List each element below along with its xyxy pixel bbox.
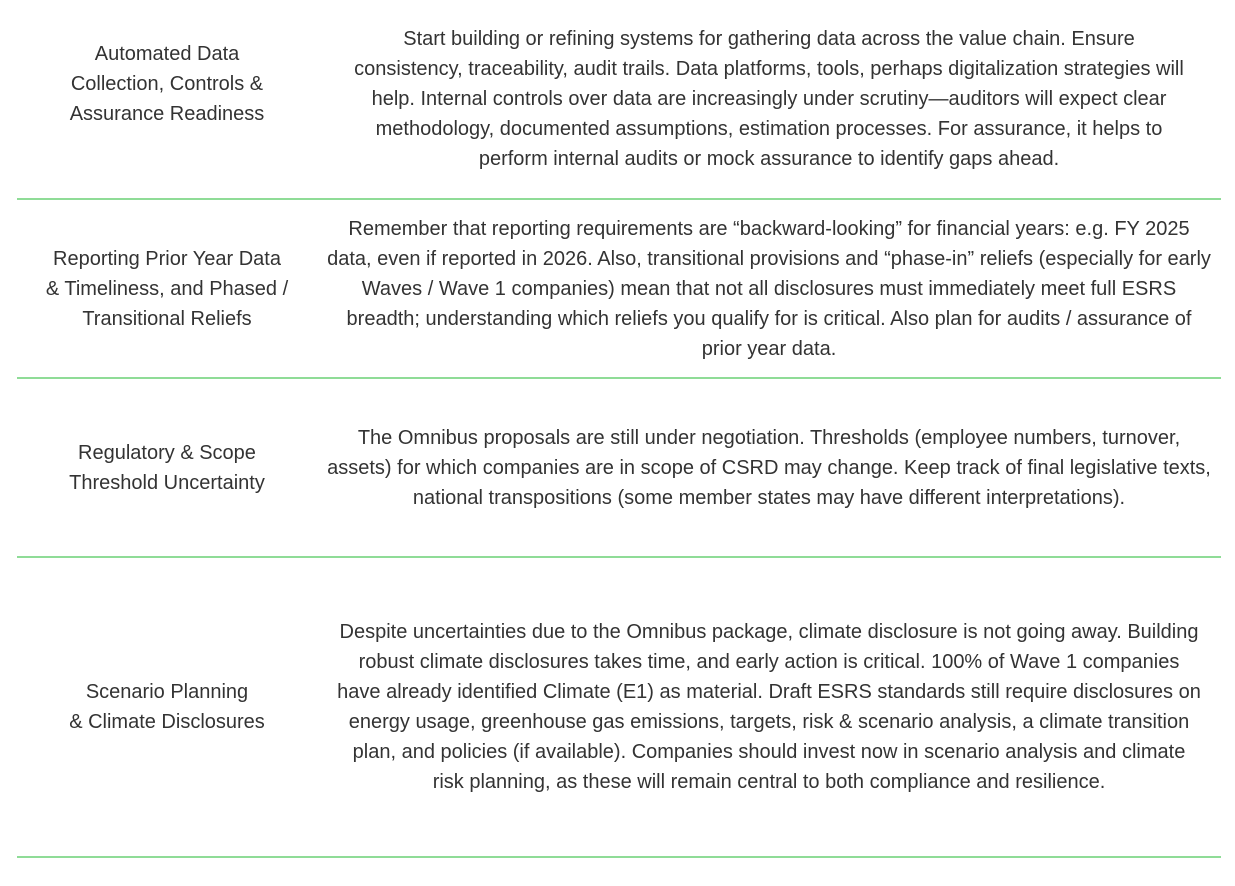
row-description: The Omnibus proposals are still under negotiation. Thresholds (employee numbers, turnover, assets) for which companies are in scope of CSRD may change. Keep track of final legislative texts, national transpositions (some member states may have different interpretations).	[327, 426, 1211, 509]
table-row	[17, 200, 1221, 379]
row-description: Start building or refining systems for gathering data across the value chain. Ensure consistency, traceability, audit trails. Data platforms, tools, perhaps digitalization strategies will help. Internal controls over data are increasingly under scrutiny—auditors will expect clear methodology, documented assumptions, estimation processes. For assurance, it helps to perform internal audits or mock assurance to identify gaps ahead.	[354, 28, 1184, 170]
row-description: Despite uncertainties due to the Omnibus package, climate disclosure is not going away. Building robust climate disclosures takes time, and early action is critical. 100% of Wave 1 companies have already identified Climate (E1) as material. Draft ESRS standards still require disclosures on energy usage, greenhouse gas emissions, targets, risk & scenario analysis, a climate transition plan, and policies (if available). Companies should invest now in scenario analysis and climate risk planning, as these will remain central to both compliance and resilience.	[337, 621, 1201, 793]
row-label-line: Collection, Controls &	[70, 73, 264, 95]
row-label	[17, 677, 317, 737]
row-label-line: & Timeliness, and Phased /	[45, 277, 289, 300]
row-label-line: Transitional Reliefs	[82, 307, 252, 330]
row-label	[17, 39, 317, 129]
row-label-line: Reporting Prior Year Data	[53, 247, 281, 270]
row-label-line: Scenario Planning	[85, 681, 249, 703]
row-label-line: Threshold Uncertainty	[69, 471, 265, 494]
row-label-line: Regulatory & Scope	[78, 441, 256, 464]
row-label-line: Automated Data	[94, 43, 240, 65]
recommendations-table	[17, 0, 1221, 858]
row-label-line: & Climate Disclosures	[69, 711, 265, 733]
row-label-line: Assurance Readiness	[69, 103, 265, 125]
row-label	[17, 438, 317, 498]
table-row	[17, 558, 1221, 858]
table-row	[17, 0, 1221, 200]
row-description: Remember that reporting requirements are “backward-looking” for financial years: e.g. FY 2025 data, even if reported in 2026. Also, transitional provisions and “phase-in” reliefs (especially for early Waves / Wave 1 companies) mean that not all disclosures must immediately meet full ESRS breadth; understanding which reliefs you qualify for is critical. Also plan for audits / assurance of prior year data.	[327, 217, 1211, 360]
table-row	[17, 379, 1221, 558]
row-label	[17, 244, 317, 334]
